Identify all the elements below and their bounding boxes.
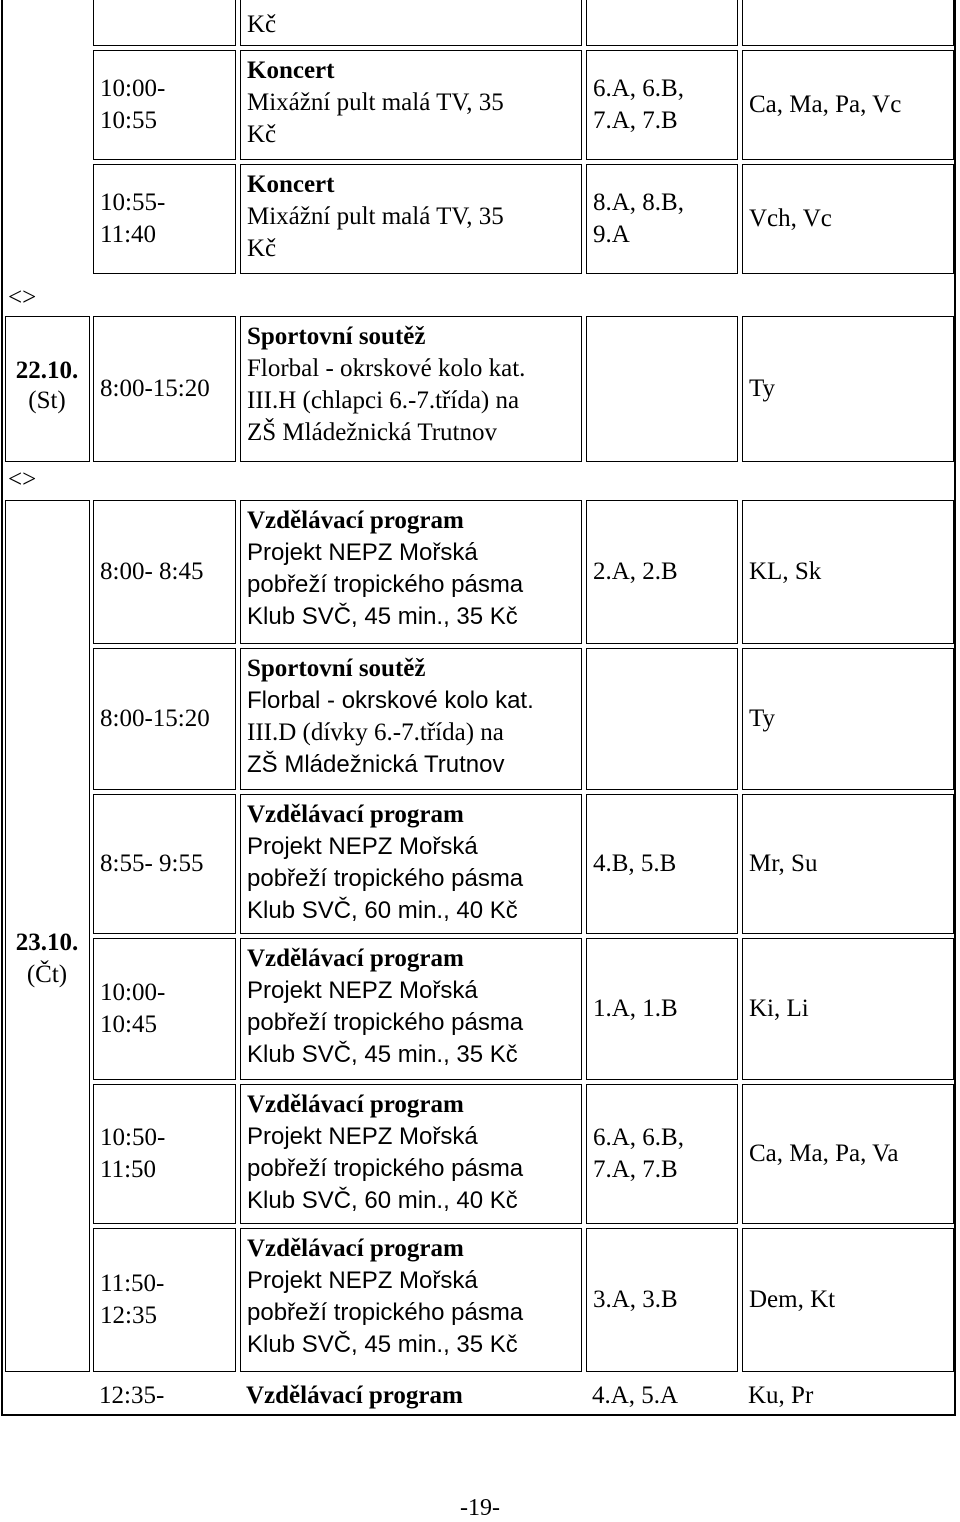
teachers-text: Mr, Su bbox=[749, 850, 818, 877]
classes-cell bbox=[586, 500, 738, 644]
classes-line: 2.A, 2.B bbox=[593, 558, 678, 585]
time-line: 10:00- bbox=[100, 979, 166, 1006]
program-cell bbox=[240, 648, 582, 790]
time-line: 10:55- bbox=[100, 189, 166, 216]
teachers-cell bbox=[742, 794, 954, 934]
time-line: 12:35- bbox=[99, 1382, 165, 1409]
date-cell-wed bbox=[5, 316, 90, 462]
date-separator: <> bbox=[8, 466, 37, 493]
program-desc-line: Projekt NEPZ Mořská bbox=[247, 1267, 478, 1294]
program-desc-line: ZŠ Mládežnická Trutnov bbox=[247, 751, 505, 778]
program-desc-line: Mixážní pult malá TV, 35 bbox=[247, 89, 504, 116]
teachers-cell bbox=[742, 1084, 954, 1224]
teachers-text: Ku, Pr bbox=[748, 1382, 814, 1409]
program-desc-line: Klub SVČ, 45 min., 35 Kč bbox=[247, 1041, 518, 1068]
teachers-text: Vch, Vc bbox=[749, 205, 832, 232]
time-line: 10:55 bbox=[100, 107, 157, 134]
time-cell bbox=[93, 500, 236, 644]
teachers-cell bbox=[742, 648, 954, 790]
program-desc-line: Klub SVČ, 60 min., 40 Kč bbox=[247, 1187, 518, 1214]
teachers-text: Ty bbox=[749, 375, 776, 402]
time-cell bbox=[93, 938, 236, 1080]
program-desc-line: Projekt NEPZ Mořská bbox=[247, 833, 478, 860]
program-title: Vzdělávací program bbox=[246, 1382, 463, 1409]
classes-cell bbox=[586, 794, 738, 934]
classes-line: 7.A, 7.B bbox=[593, 107, 678, 134]
classes-line: 8.A, 8.B, bbox=[593, 189, 684, 216]
program-desc-line: Klub SVČ, 60 min., 40 Kč bbox=[247, 897, 518, 924]
classes-line: 6.A, 6.B, bbox=[593, 1124, 684, 1151]
date-day: 23.10. bbox=[15, 929, 79, 956]
teachers-text: Ty bbox=[749, 705, 776, 732]
time-cell bbox=[93, 1084, 236, 1224]
program-desc-line: Florbal - okrskové kolo kat. bbox=[247, 355, 526, 382]
time-cell-top bbox=[93, 0, 236, 46]
teachers-cell bbox=[742, 500, 954, 644]
time-line: 12:35 bbox=[100, 1302, 157, 1329]
classes-line: 3.A, 3.B bbox=[593, 1286, 678, 1313]
time-cell bbox=[93, 164, 236, 274]
program-desc-line: Projekt NEPZ Mořská bbox=[247, 539, 478, 566]
classes-cell bbox=[586, 316, 738, 462]
program-desc-line: III.H (chlapci 6.-7.třída) na bbox=[247, 387, 520, 414]
time-cell bbox=[93, 648, 236, 790]
program-desc-line: Florbal - okrskové kolo kat. bbox=[247, 687, 534, 714]
teachers-text: Ca, Ma, Pa, Vc bbox=[749, 91, 902, 118]
program-desc-line: Klub SVČ, 45 min., 35 Kč bbox=[247, 603, 518, 630]
classes-cell bbox=[586, 164, 738, 274]
teachers-text: KL, Sk bbox=[749, 558, 822, 585]
time-line: 8:00-15:20 bbox=[100, 375, 210, 402]
classes-line: 1.A, 1.B bbox=[593, 995, 678, 1022]
date-separator: <> bbox=[8, 284, 37, 311]
program-title: Sportovní soutěž bbox=[247, 323, 426, 350]
time-cell bbox=[93, 1228, 236, 1372]
date-cell-thu bbox=[5, 500, 90, 1372]
program-desc-line: ZŠ Mládežnická Trutnov bbox=[247, 419, 497, 446]
program-desc-line: pobřeží tropického pásma bbox=[247, 571, 524, 598]
time-line: 10:45 bbox=[100, 1011, 157, 1038]
program-cell bbox=[240, 50, 582, 160]
program-title: Koncert bbox=[247, 171, 335, 198]
teachers-cell bbox=[742, 164, 954, 274]
program-desc-line: Projekt NEPZ Mořská bbox=[247, 1123, 478, 1150]
program-desc-line: pobřeží tropického pásma bbox=[247, 1299, 524, 1326]
program-cell bbox=[240, 164, 582, 274]
teachers-text: Ki, Li bbox=[749, 995, 809, 1022]
time-line: 8:00-15:20 bbox=[100, 705, 210, 732]
classes-cell bbox=[586, 938, 738, 1080]
program-desc-line: Klub SVČ, 45 min., 35 Kč bbox=[247, 1331, 518, 1358]
time-line: 8:00- 8:45 bbox=[100, 558, 204, 585]
time-cell bbox=[93, 50, 236, 160]
time-line: 11:50 bbox=[100, 1156, 157, 1183]
program-title: Koncert bbox=[247, 57, 335, 84]
program-title: Vzdělávací program bbox=[247, 507, 464, 534]
teachers-cell-top bbox=[742, 0, 954, 46]
program-cell bbox=[240, 794, 582, 934]
classes-line: 6.A, 6.B, bbox=[593, 75, 684, 102]
classes-line: 4.A, 5.A bbox=[592, 1382, 679, 1409]
program-desc-line: III.D (dívky 6.-7.třída) na bbox=[247, 719, 504, 746]
teachers-text: Ca, Ma, Pa, Va bbox=[749, 1140, 899, 1167]
classes-line: 7.A, 7.B bbox=[593, 1156, 678, 1183]
time-cell bbox=[93, 316, 236, 462]
program-title: Vzdělávací program bbox=[247, 801, 464, 828]
program-desc-line: pobřeží tropického pásma bbox=[247, 1009, 524, 1036]
date-weekday: (Čt) bbox=[26, 961, 68, 988]
teachers-cell bbox=[742, 1228, 954, 1372]
classes-cell bbox=[586, 648, 738, 790]
date-day: 22.10. bbox=[15, 357, 79, 384]
date-weekday: (St) bbox=[28, 387, 66, 414]
classes-cell bbox=[586, 1228, 738, 1372]
program-desc-line: pobřeží tropického pásma bbox=[247, 865, 524, 892]
program-desc-line: Projekt NEPZ Mořská bbox=[247, 977, 478, 1004]
time-line: 8:55- 9:55 bbox=[100, 850, 204, 877]
program-cell bbox=[240, 500, 582, 644]
program-title: Vzdělávací program bbox=[247, 1235, 464, 1262]
program-desc-line: Mixážní pult malá TV, 35 bbox=[247, 203, 504, 230]
program-cell-top bbox=[240, 0, 582, 46]
program-continuation: Kč bbox=[247, 11, 277, 38]
program-desc-line: Kč bbox=[247, 121, 277, 148]
program-cell bbox=[240, 316, 582, 462]
time-line: 10:50- bbox=[100, 1124, 166, 1151]
teachers-cell bbox=[742, 316, 954, 462]
program-title: Sportovní soutěž bbox=[247, 655, 426, 682]
time-line: 10:00- bbox=[100, 75, 166, 102]
teachers-cell bbox=[742, 50, 954, 160]
program-title: Vzdělávací program bbox=[247, 945, 464, 972]
page-number: -19- bbox=[460, 1495, 500, 1521]
time-line: 11:50- bbox=[100, 1270, 165, 1297]
time-cell bbox=[93, 794, 236, 934]
classes-cell bbox=[586, 1084, 738, 1224]
program-title: Vzdělávací program bbox=[247, 1091, 464, 1118]
classes-cell bbox=[586, 50, 738, 160]
time-line: 11:40 bbox=[100, 221, 157, 248]
classes-line: 9.A bbox=[593, 221, 630, 248]
program-cell bbox=[240, 1228, 582, 1372]
classes-cell-top bbox=[586, 0, 738, 46]
teachers-cell bbox=[742, 938, 954, 1080]
teachers-text: Dem, Kt bbox=[749, 1286, 836, 1313]
classes-line: 4.B, 5.B bbox=[593, 850, 677, 877]
program-cell bbox=[240, 938, 582, 1080]
program-desc-line: pobřeží tropického pásma bbox=[247, 1155, 524, 1182]
program-desc-line: Kč bbox=[247, 235, 277, 262]
program-cell bbox=[240, 1084, 582, 1224]
